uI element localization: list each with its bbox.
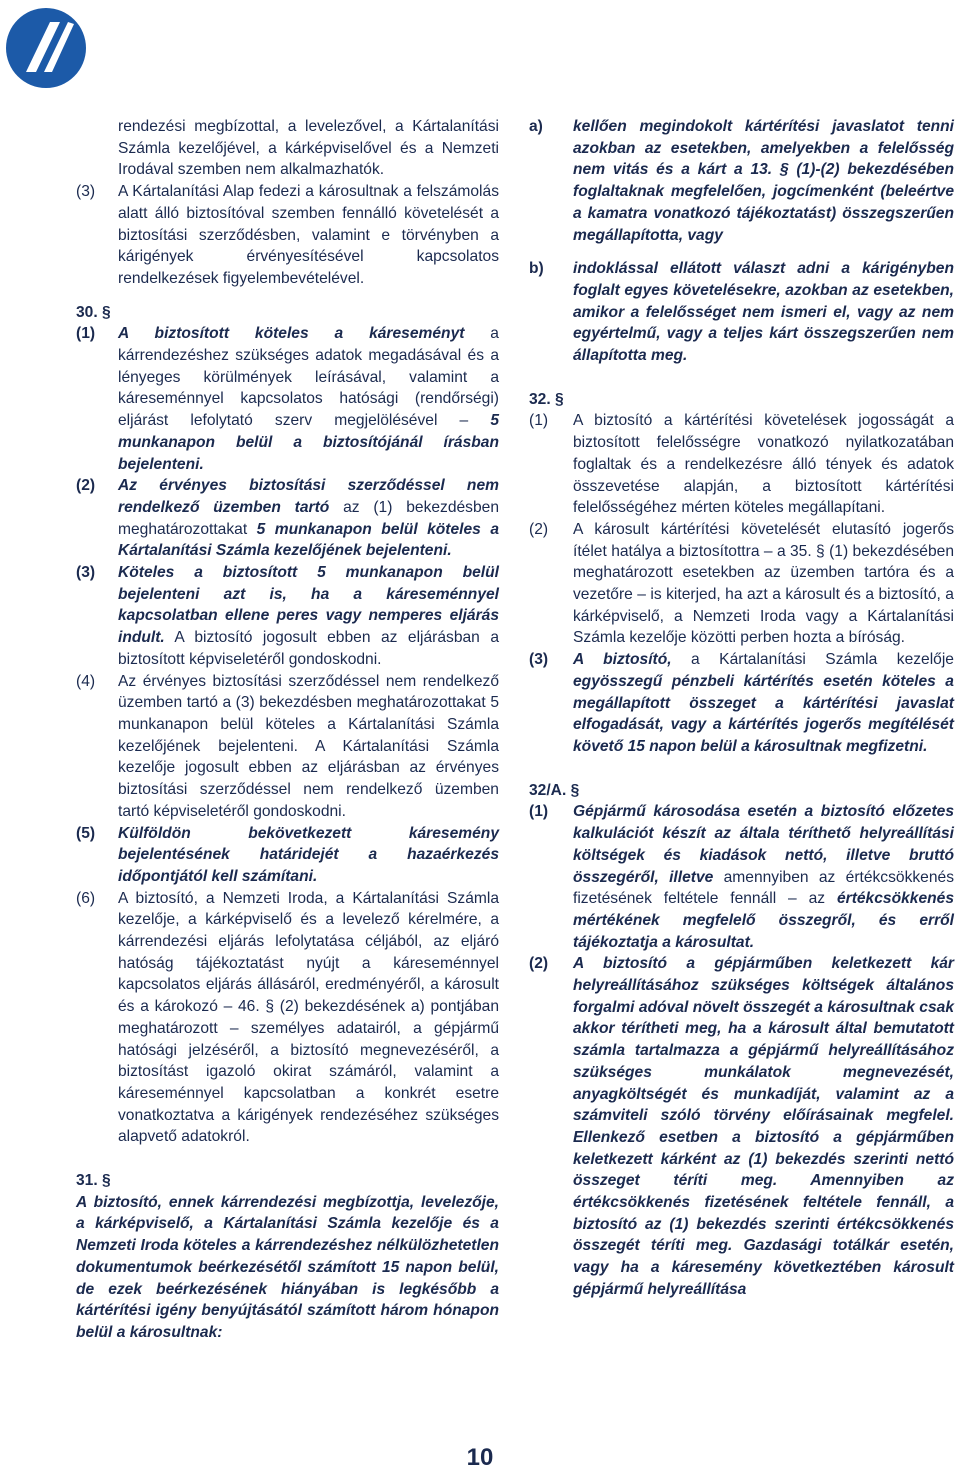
s30-paragraph-6 xyxy=(76,888,499,1148)
paragraph-number: (6) xyxy=(76,889,96,907)
paragraph-number: (4) xyxy=(76,672,96,690)
point-b xyxy=(529,258,954,367)
s32-paragraph-2 xyxy=(529,519,954,649)
paragraph-3 xyxy=(76,181,499,290)
point-text: indoklással ellátott választ adni a kárigényben foglalt egyes követelésekre, azokban az esetekben, amikor a felelősséget nem ismeri el, vagy az nem egyértelmű, vagy a teljes kárt összegszerűen nem állapította meg. xyxy=(573,260,954,365)
paragraph-text: Az érvényes biztosítási szerződéssel nem rendelkező üzemben tartó a (3) bekezdésben meghatározottakat 5 munkanapon belül köteles a Kártalanítási Számla kezelőjének bejelenteni. A Kártalanítási Számla kezelője jogosult ebben az eljárásban az érvényes biztosítási szerződéssel nem rendelkező üzemben tartó képviseletéről gondoskodni. xyxy=(118,672,499,820)
left-column xyxy=(76,116,499,1344)
paragraph-text: A biztosító, a Kártalanítási Számla kezelője egyösszegű pénzbeli kártérítés esetén köteles a megállapított összeget a kártérítési javaslat elfogadását, vagy a kártérítés jogerős megítélését követő 15 napon belül a károsultnak megfizetni. xyxy=(573,651,954,755)
s30-paragraph-3 xyxy=(76,562,499,671)
s32a-paragraph-2 xyxy=(529,953,954,1300)
paragraph-text: A biztosított köteles a káreseményt a kárrendezéshez szükséges adatok megadásával és a lényeges körülmények leírásával, valamint a káreseménnyel kapcsolatos hatósági (rendőrségi) eljárást lefolytató szerv megjelölésével – 5 munkanapon belül a biztosítójánál írásban bejelenteni. xyxy=(118,325,499,473)
intro-continuation: rendezési megbízottal, a levelezővel, a Kártalanítási Számla kezelőjével, a kárképviselővel és a Nemzeti Irodával szemben nem alkalmazhatók. xyxy=(118,118,499,179)
paragraph-number: (2) xyxy=(529,520,549,538)
paragraph-number: (1) xyxy=(529,803,549,821)
paragraph-text: Gépjármű károsodása esetén a biztosító előzetes kalkulációt készít az általa téríthető helyreállítási költségek és kiadások nettó, illetve bruttó összegéről, illetve amennyiben az értékcsökkenés fizetésének feltétele fennáll – az értékcsökkenés mértékének megfelelő összegről, és erről tájékoztatja a károsultat. xyxy=(573,803,954,951)
paragraph-number: (1) xyxy=(76,325,96,343)
paragraph-text: Külföldön bekövetkezett káresemény bejelentésének határidejét a hazaérkezés időpontjától kell számítani. xyxy=(118,824,499,885)
paragraph-number: (2) xyxy=(76,477,96,495)
s32a-paragraph-1 xyxy=(529,801,954,953)
point-text: kellően megindokolt kártérítési javaslatot tenni azokban az esetekben, amelyekben a felelősség nem vitás és a kárt a 13. § (1)-(2) bekezdésében foglaltaknak megfelelően, jogcímenként (beleértve a kamatra vonatkozó tájékoztatást) összegszerűen megállapította, vagy xyxy=(573,118,954,244)
point-a xyxy=(529,116,954,246)
right-column xyxy=(529,116,954,1301)
paragraph-text: A biztosító a gépjárműben keletkezett kár helyreállításához szükséges költségek általános forgalmi adóval növelt összegét a károsultnak csak akkor térítheti meg, ha a károsult által bemutatott számla tartalmazza a gépjármű helyreállításához szükséges munkálatok megnevezését, anyagköltségét és munkadíját, valamint az a számviteli szóló törvény előírásainak megfelel. Ellenkező esetben a biztosító a gépjárműben keletkezett kárként az (1) bekezdés szerinti nettó összeget téríti meg. Amennyiben az értékcsökkenés fizetésének feltétele fennáll, a biztosító az (1) bekezdés szerinti értékcsökkenés összegét téríti meg. Gazdasági totálkár esetén, vagy ha a káresemény következtében károsult gépjármű helyreállítása xyxy=(573,955,954,1298)
paragraph-text: A károsult kártérítési követelését elutasító jogerős ítélet hatálya a biztosítottra – a 35. § (1) bekezdésében meghatározott esetekben az üzemben tartóra és a vezetőre – is kiterjed, ha azt a károsult és a biztosító, a kárképviselő, a Nemzeti Iroda vagy a Kártalanítási Számla kezelője közötti perben hozta a bíróság. xyxy=(573,520,954,647)
paragraph-text: A biztosító a kártérítési követelések jogosságát a biztosított felelősségre vonatkozó nyilatkozatában foglaltak és a rendelkezésre álló tények és adatok összevetése alapján, a biztosított kártérítési felelősségéhez mérten köteles megállapítani. xyxy=(573,412,954,517)
point-label: b) xyxy=(529,260,544,278)
s30-paragraph-4 xyxy=(76,671,499,823)
section-31-text: A biztosító, ennek kárrendezési megbízottja, levelezője, a kárképviselő, a Kártalanítási Számla kezelője és a Nemzeti Iroda köteles a kárrendezéshez nélkülözhetetlen dokumentumok beérkezésétől számított 15 napon belül, de ezek beérkezésének hiányában is legkésőbb a kártérítési igény benyújtásától számított három hónapon belül a károsultnak: xyxy=(76,1193,499,1341)
paragraph-text: Köteles a biztosított 5 munkanapon belül bejelenteni azt is, ha a káreseménnyel kapcsolatban ellene peres vagy nemperes eljárás indult. A biztosító jogosult ebben az eljárásban a biztosított képviseletéről gondoskodni. xyxy=(118,564,499,668)
s30-paragraph-5 xyxy=(76,823,499,888)
paragraph-number: (5) xyxy=(76,824,96,842)
publisher-logo-icon xyxy=(4,6,88,90)
paragraph-number: (3) xyxy=(76,183,96,201)
point-label: a) xyxy=(529,118,543,135)
section-32-heading: 32. § xyxy=(529,390,564,408)
s32-paragraph-1 xyxy=(529,410,954,519)
paragraph-text: Az érvényes biztosítási szerződéssel nem rendelkező üzemben tartó az (1) bekezdésben meghatározottakat 5 munkanapon belül köteles a Kártalanítási Számla kezelőjének bejelenteni. xyxy=(118,477,499,560)
section-32a-heading: 32/A. § xyxy=(529,781,580,799)
paragraph-number: (3) xyxy=(76,564,96,582)
paragraph-number: (3) xyxy=(529,651,549,669)
s30-paragraph-2 xyxy=(76,475,499,562)
s32-paragraph-3 xyxy=(529,649,954,758)
page-number: 10 xyxy=(466,1444,494,1471)
paragraph-text: A Kártalanítási Alap fedezi a károsultnak a felszámolás alatt álló biztosítóval szemben fennálló követelését a biztosítási szerződésben, valamint e törvényben a kárigények érvényesítésével kapcsolatos rendelkezések figyelembevételével. xyxy=(118,183,499,287)
s30-paragraph-1 xyxy=(76,323,499,475)
section-31-heading: 31. § xyxy=(76,1172,111,1190)
paragraph-text: A biztosító, a Nemzeti Iroda, a Kártalanítási Számla kezelője, a kárképviselő és a levelező kérelmére, a kárrendezési eljárás lefolytatása céljából, az eljáró hatóság tájékoztatást nyújt a káreseménnyel kapcsolatos eljárás állásáról, eredményéről, a károsult és a károkozó – 46. § (2) bekezdésének a) pontjában meghatározott – személyes adatairól, a gépjármű hatósági jelzéséről, a biztosító megnevezéséről, a biztosítást igazoló okirat számáról, valamint a káreseménnyel kapcsolatban a konkrét esetre vonatkoztatva a kárigények rendezéséhez szükséges alapvető adatokról. xyxy=(118,889,499,1146)
paragraph-number: (1) xyxy=(529,412,549,430)
section-30-heading: 30. § xyxy=(76,303,111,321)
paragraph-number: (2) xyxy=(529,955,549,973)
